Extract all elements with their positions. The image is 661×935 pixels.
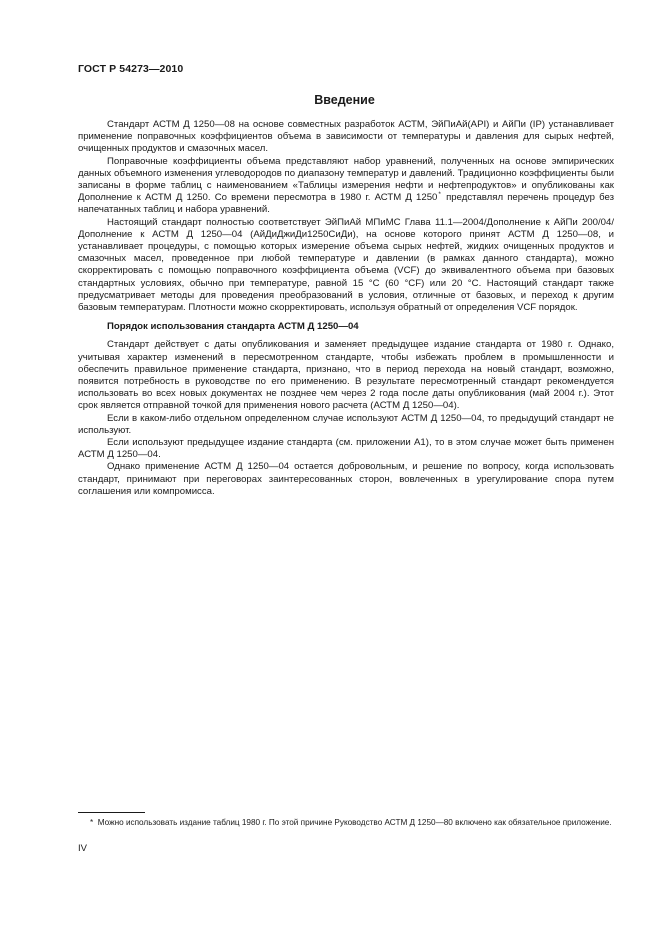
paragraph-2-text-end: представлял перечень процедур без напечатанных таблиц и набора уравнений. [78, 192, 614, 216]
footnote-divider [78, 812, 145, 813]
paragraph-7: Однако применение АСТМ Д 1250—04 остается добровольным, и решение по вопросу, когда использовать стандарт, принимают при переговорах заинтересованных сторон, вовлеченных в урегулирование спора путем соглашения или компромисса. [78, 461, 614, 497]
subheading-usage-order: Порядок использования стандарта АСТМ Д 1250—04 [107, 321, 359, 333]
footnote-mark: * [90, 818, 94, 827]
paragraph-1: Стандарт АСТМ Д 1250—08 на основе совместных разработок АСТМ, ЭйПиАй(API) и АйПи (IP) устанавливает применение поправочных коэффициентов объема в зависимости от температуры и давления для сырых нефтей, очищенных продуктов и смазочных масел. [78, 119, 614, 155]
paragraph-6: Если используют предыдущее издание стандарта (см. приложении А1), то в этом случае может быть применен АСТМ Д 1250—04. [78, 437, 614, 461]
paragraph-4: Стандарт действует с даты опубликования и заменяет предыдущее издание стандарта от 1980 г. Однако, учитывая характер изменений в пересмотренном стандарте, чтобы избежать проблем в промышленности и обеспечить правильное применение стандарта, признано, что в период перехода на новый стандарт, возможно, появится потребность в руководстве по его применению. В результате пересмотренный стандарт рекомендуется использовать во всех новых документах не позднее чем через 2 года после даты опубликования (май 2004 г.). Этот срок является отправной точкой для применения нового расчета (АСТМ Д 1250—04). [78, 339, 614, 412]
paragraph-3: Настоящий стандарт полностью соответствует ЭйПиАй МПиМС Глава 11.1—2004/Дополнение к АйПи 200/04/Дополнение к АСТМ Д 1250—04 (АйДиДжиДи1250СиДи), на основе которого принят АСТМ Д 1250—08, и устанавливает процедуры, с помощью которых измерение объема сырых нефтей, жидких очищенных продуктов и смазочных масел, проведенное при любой температуре и давлении (в рамках данного стандарта), можно скорректировать с помощью поправочного коэффициента объема (VCF) до эквивалентного объема при базовых стандартных условиях, обычно при температуре, равной 15 °C (60 °CF) или 20 °C. Настоящий стандарт также предусматривает методы для проведения преобразований в условия, отличные от базовых, и переход к другим базовым температурам. Плотности можно скорректировать, используя обратный от определения VCF порядок. [78, 216, 614, 314]
section-title: Введение [314, 93, 375, 107]
footnote-text: Можно использовать издание таблиц 1980 г. По этой причине Руководство АСТМ Д 1250—80 включено как обязательное приложение. [97, 818, 612, 827]
page-number: IV [78, 843, 87, 854]
body-text [78, 119, 614, 498]
paragraph-2-text: Поправочные коэффициенты объема представляют набор уравнений, полученных на основе эмпирических данных объемного изменения углеводородов по диапазону температур и давлений. Традиционно коэффициенты были записаны в форме таблиц с наименованием «Таблицы измерения нефти и нефтепродуктов» и опубликованы как Дополнение к АСТМ Д 1250. Со времени пересмотра в 1980 г. АСТМ Д 1250 [78, 155, 614, 204]
paragraph-2 [78, 156, 614, 217]
footnote [78, 818, 618, 829]
document-code-header: ГОСТ Р 54273—2010 [78, 63, 184, 75]
paragraph-5: Если в каком-либо отдельном определенном случае используют АСТМ Д 1250—04, то предыдущий стандарт не используют. [78, 412, 614, 436]
footnote-reference[interactable]: * [438, 191, 441, 199]
